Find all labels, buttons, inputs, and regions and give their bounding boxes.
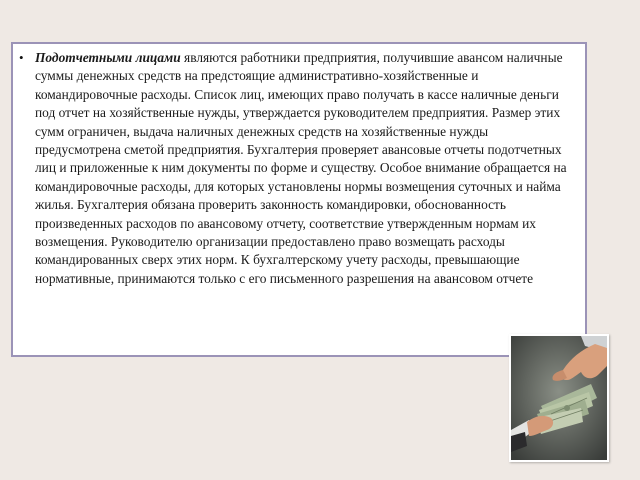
text-box <box>11 42 587 357</box>
body-text: являются работники предприятия, получившие авансом наличные суммы денежных средств на предстоящие административно-хозяйственные и командировочные расходы. Список лиц, имеющих право получать в кассе наличные деньги под отчет на хозяйственные нужды, утверждается руководителем предприятия. Размер этих сумм ограничен, выдача наличных денежных средств на хозяйственные нужды предусмотрена сметой предприятия. Бухгалтерия проверяет авансовые отчеты подотчетных лиц и приложенные к ним документы по форме и существу. Особое внимание обращается на командировочные расходы, для которых установлены нормы возмещения суточных и найма жилья. Бухгалтерия обязана проверить законность командировки, обоснованность произведенных расходов по авансовому отчету, соответствие утвержденным нормам их возмещения. Руководителю организации предоставлено право возмещать расходы командированных сверх этих норм. К бухгалтерскому учету расходы, превышающие нормативные, принимаются только с его письменного разрешения на авансовом отчете <box>35 50 567 286</box>
money-handover-photo <box>509 334 609 462</box>
money-handover-icon <box>511 336 607 460</box>
paragraph <box>35 49 575 288</box>
bullet-icon: • <box>19 50 24 65</box>
lead-term: Подотчетными лицами <box>35 50 181 65</box>
bullet-item <box>19 49 575 288</box>
